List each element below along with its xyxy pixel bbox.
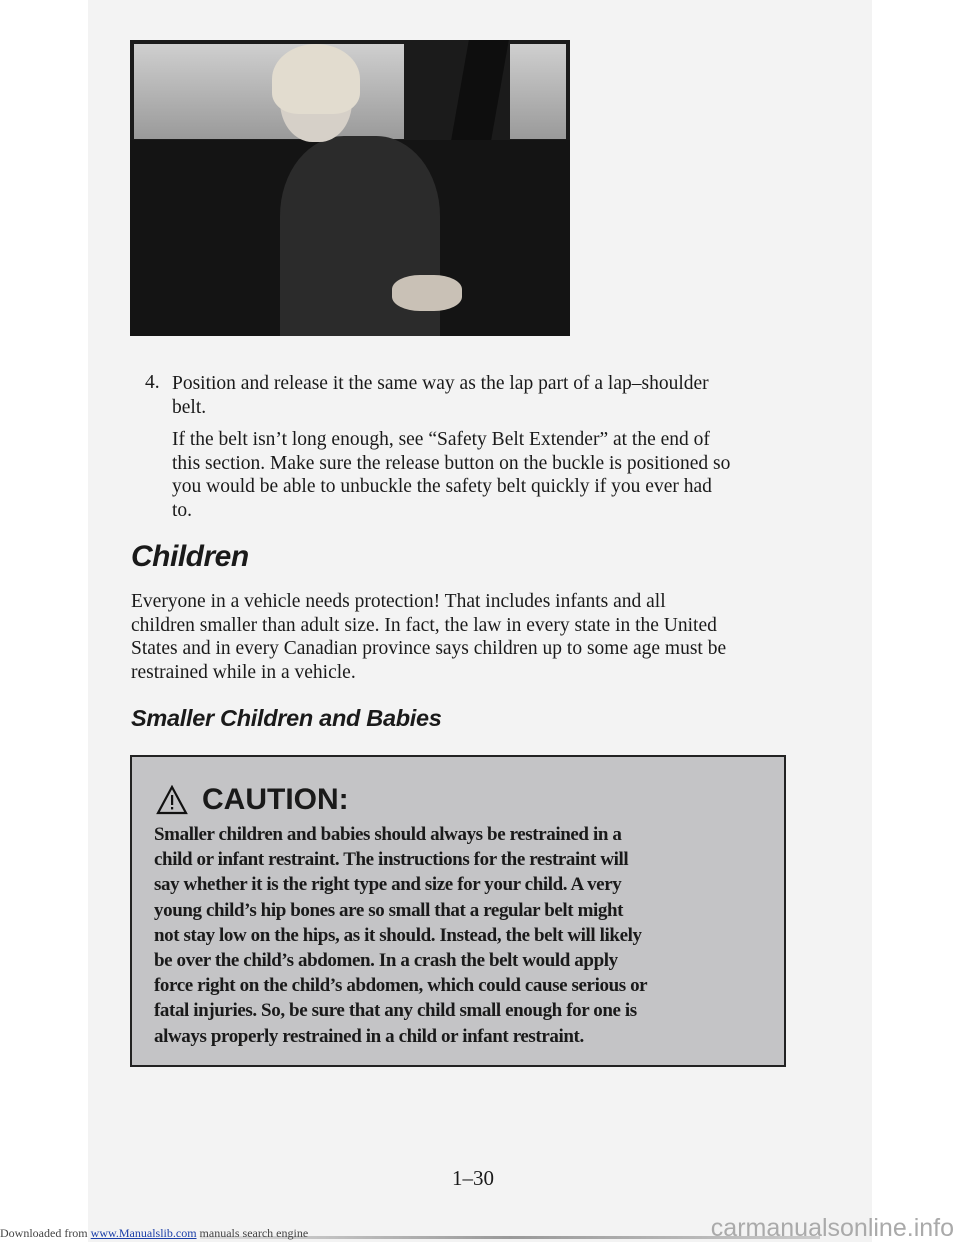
text-line: to. <box>172 499 193 521</box>
text-line: always properly restrained in a child or infant restraint. <box>154 1025 584 1047</box>
caution-title: CAUTION: <box>202 783 349 816</box>
text-line: Smaller children and babies should always be restrained in a <box>154 824 622 845</box>
illustration-person-seated-in-rear-seat <box>130 40 570 336</box>
step-4-text <box>172 372 709 419</box>
text-line: not stay low on the hips, as it should. Instead, the belt will likely <box>154 924 642 946</box>
page-number: 1–30 <box>452 1166 494 1190</box>
subheading-smaller-children: Smaller Children and Babies <box>131 705 442 731</box>
watermark-brand: carmanualsonline.info <box>710 1214 954 1242</box>
text-line: Position and release it the same way as the lap part of a lap–shoulder <box>172 373 709 394</box>
section-heading-children: Children <box>131 540 249 573</box>
manualslib-link[interactable]: www.Manualslib.com <box>90 1226 197 1240</box>
text-line: you would be able to unbuckle the safety belt quickly if you ever had <box>172 476 712 497</box>
text-line: fatal injuries. So, be sure that any child small enough for one is <box>154 1000 637 1022</box>
person-hands <box>392 275 462 311</box>
children-paragraph <box>131 590 726 684</box>
text-line: children smaller than adult size. In fact, the law in every state in the United <box>131 614 717 636</box>
rear-window <box>134 44 404 139</box>
text-line: States and in every Canadian province says children up to some age must be <box>131 638 727 659</box>
text-line: If the belt isn’t long enough, see “Safety Belt Extender” at the end of <box>172 429 710 450</box>
text-line: young child’s hip bones are so small that a regular belt might <box>154 899 624 921</box>
footer-suffix: manuals search engine <box>196 1226 309 1240</box>
download-footer <box>0 1226 308 1241</box>
text-line: belt. <box>172 396 207 418</box>
person-hair <box>272 44 360 114</box>
text-line: restrained while in a vehicle. <box>131 661 356 683</box>
text-line: Everyone in a vehicle needs protection! That includes infants and all <box>131 591 666 612</box>
step-number: 4. <box>145 372 160 393</box>
warning-triangle-icon <box>156 785 188 815</box>
text-line: be over the child’s abdomen. In a crash the belt would apply <box>154 950 618 972</box>
text-line: say whether it is the right type and size for your child. A very <box>154 874 622 896</box>
caution-header <box>156 783 349 817</box>
side-window <box>510 44 566 139</box>
text-line: this section. Make sure the release button on the buckle is positioned so <box>172 452 731 474</box>
caution-box <box>130 755 786 1067</box>
extender-paragraph <box>172 428 730 522</box>
pillar <box>451 40 509 140</box>
footer-prefix: Downloaded from <box>0 1226 91 1240</box>
text-line: child or infant restraint. The instructions for the restraint will <box>154 849 629 871</box>
caution-text <box>154 822 647 1049</box>
text-line: force right on the child’s abdomen, which could cause serious or <box>154 975 648 997</box>
